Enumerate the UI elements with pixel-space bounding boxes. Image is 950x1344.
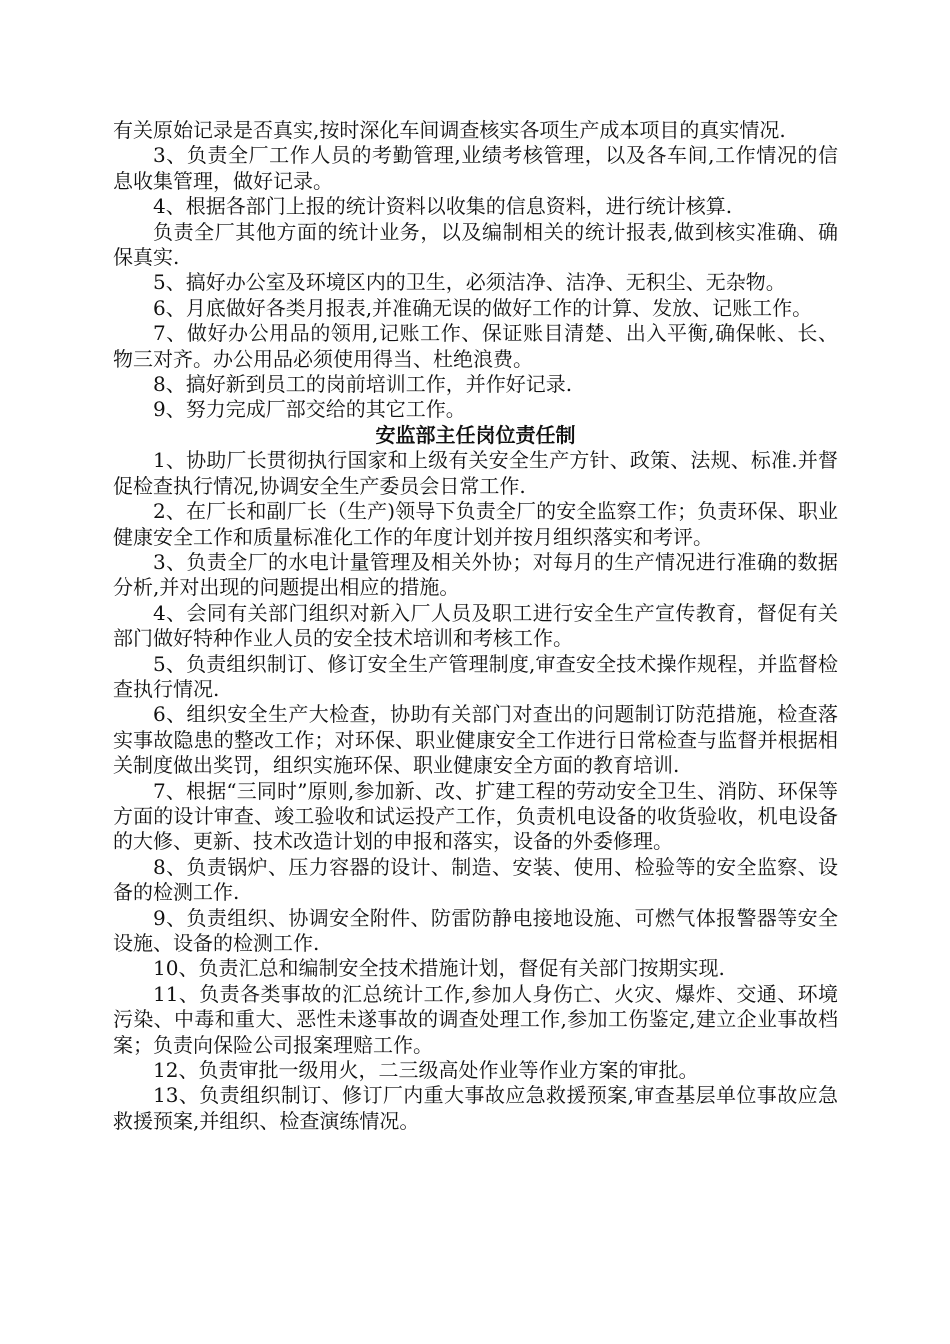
- paragraph-continuation: 有关原始记录是否真实,按时深化车间调查核实各项生产成本项目的真实情况.: [113, 118, 786, 142]
- duty-item-9: 9、负责组织、协调安全附件、防雷防静电接地设施、可燃气体报警器等安全设施、设备的检测工作.: [113, 905, 838, 955]
- paragraph-item-7: 7、做好办公用品的领用,记账工作、保证账目清楚、出入平衡,确保帐、长、物三对齐。办公用品必须使用得当、杜绝浪费。: [113, 321, 838, 371]
- duty-item-13: 13、负责组织制订、修订厂内重大事故应急救援预案,审查基层单位事故应急救援预案,并组织、检查演练情况。: [113, 1083, 838, 1133]
- paragraph-item-3: 3、负责全厂工作人员的考勤管理,业绩考核管理，以及各车间,工作情况的信息收集管理，做好记录。: [113, 143, 838, 193]
- duty-item-6: 6、组织安全生产大检查，协助有关部门对查出的问题制订防范措施，检查落实事故隐患的整改工作；对环保、职业健康安全工作进行日常检查与监督并根据相关制度做出奖罚，组织实施环保、职业健康安全方面的教育培训.: [113, 702, 838, 778]
- paragraph-item-4-continued: 负责全厂其他方面的统计业务，以及编制相关的统计报表,做到核实准确、确保真实.: [113, 219, 838, 270]
- duty-item-7: 7、根据“三同时”原则,参加新、改、扩建工程的劳动安全卫生、消防、环保等方面的设计审查、竣工验收和试运投产工作，负责机电设备的收货验收，机电设备的大修、更新、技术改造计划的申报和落实，设备的外委修理。: [113, 778, 838, 854]
- paragraph-item-9: 9、努力完成厂部交给的其它工作。: [153, 397, 466, 422]
- duty-item-10: 10、负责汇总和编制安全技术措施计划，督促有关部门按期实现.: [153, 956, 725, 981]
- duty-item-5: 5、负责组织制订、修订安全生产管理制度,审查安全技术操作规程，并监督检查执行情况.: [113, 651, 838, 701]
- duty-item-8: 8、负责锅炉、压力容器的设计、制造、安装、使用、检验等的安全监察、设备的检测工作.: [113, 854, 838, 905]
- paragraph-item-4: 4、根据各部门上报的统计资料以收集的信息资料，进行统计核算.: [153, 194, 733, 219]
- duty-item-11: 11、负责各类事故的汇总统计工作,参加人身伤亡、火灾、爆炸、交通、环境污染、中毒和重大、恶性未遂事故的调查处理工作,参加工伤鉴定,建立企业事故档案；负责向保险公司报案理赔工作。: [113, 981, 838, 1057]
- paragraph-item-5: 5、搞好办公室及环境区内的卫生，必须洁净、洁净、无积尘、无杂物。: [153, 270, 786, 295]
- section-title: 安监部主任岗位责任制: [375, 422, 576, 447]
- duty-item-2: 2、在厂长和副厂长（生产)领导下负责全厂的安全监察工作；负责环保、职业健康安全工作和质量标准化工作的年度计划并按月组织落实和考评。: [113, 499, 838, 549]
- paragraph-item-6: 6、月底做好各类月报表,并准确无误的做好工作的计算、发放、记账工作。: [153, 295, 813, 320]
- document-body: [113, 118, 838, 1134]
- paragraph-item-8: 8、搞好新到员工的岗前培训工作，并作好记录.: [153, 372, 573, 397]
- duty-item-4: 4、会同有关部门组织对新入厂人员及职工进行安全生产宣传教育，督促有关部门做好特种作业人员的安全技术培训和考核工作。: [113, 600, 838, 651]
- duty-item-1: 1、协助厂长贯彻执行国家和上级有关安全生产方针、政策、法规、标准.并督促检查执行情况,协调安全生产委员会日常工作.: [113, 448, 838, 498]
- duty-item-12: 12、负责审批一级用火，二三级高处作业等作业方案的审批。: [153, 1058, 699, 1083]
- duty-item-3: 3、负责全厂的水电计量管理及相关外协；对每月的生产情况进行准确的数据分析,并对出现的问题提出相应的措施。: [113, 549, 838, 600]
